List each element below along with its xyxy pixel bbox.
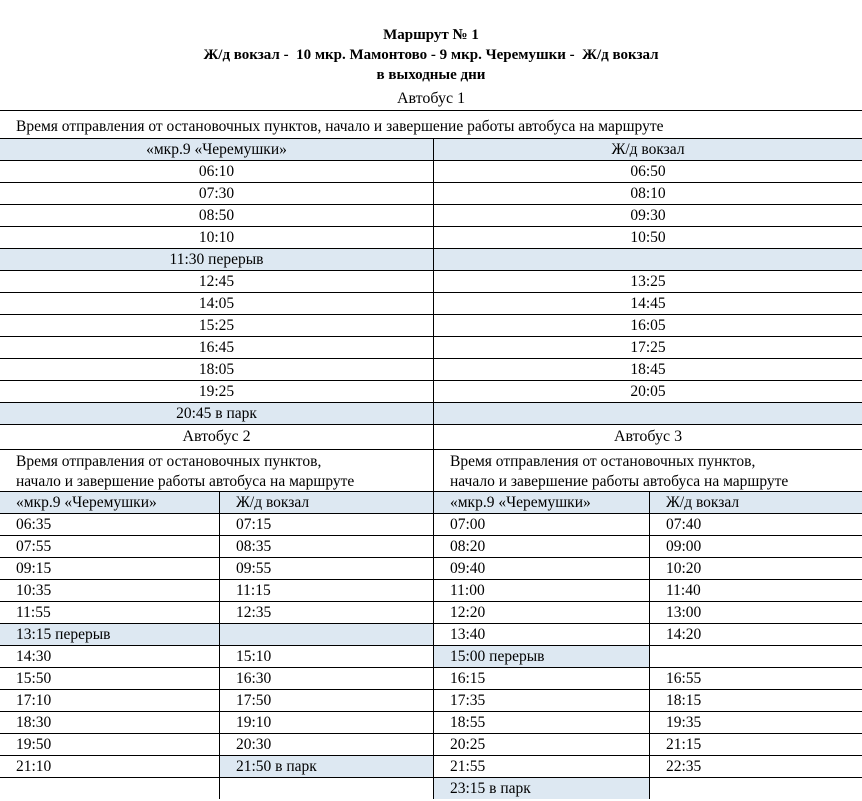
bus1-time-station: 09:30 (434, 204, 862, 226)
bus2-time-microdistrict: 07:55 (0, 535, 220, 557)
route-description: Ж/д вокзал - 10 мкр. Мамонтово - 9 мкр. Черемушки - Ж/д вокзал (203, 47, 659, 63)
bus3-caption-line: начало и завершение работы автобуса на маршруте (450, 473, 789, 490)
schedule-title-block (0, 25, 862, 85)
bus2-time-station: 08:35 (220, 535, 434, 557)
bus3-time-station: 11:40 (650, 579, 862, 601)
bus3-time-station: 22:35 (650, 755, 862, 777)
bus3-time-microdistrict: 18:55 (434, 711, 650, 733)
bus2-time-station: 07:15 (220, 513, 434, 535)
bus1-time-microdistrict: 07:30 (0, 182, 434, 204)
bus2-time-station (220, 777, 434, 799)
bus3-header-microdistrict: «мкр.9 «Черемушки» (434, 491, 650, 513)
bus3-time-microdistrict: 15:00 перерыв (434, 645, 650, 667)
bus3-header-station: Ж/д вокзал (650, 491, 862, 513)
bus3-time-microdistrict: 08:20 (434, 535, 650, 557)
bus2-time-microdistrict: 19:50 (0, 733, 220, 755)
schedule-table (0, 88, 862, 799)
bus1-header-station: Ж/д вокзал (434, 138, 862, 160)
bus1-time-microdistrict: 14:05 (0, 292, 434, 314)
bus3-time-station: 21:15 (650, 733, 862, 755)
bus1-time-station: 13:25 (434, 270, 862, 292)
bus1-time-station: 16:05 (434, 314, 862, 336)
bus2-time-microdistrict: 09:15 (0, 557, 220, 579)
bus2-time-station: 21:50 в парк (220, 755, 434, 777)
bus1-time-station: 08:10 (434, 182, 862, 204)
bus1-time-station: 18:45 (434, 358, 862, 380)
bus2-time-microdistrict: 18:30 (0, 711, 220, 733)
bus1-time-microdistrict: 19:25 (0, 380, 434, 402)
bus2-caption (0, 449, 434, 491)
bus1-time-station: 06:50 (434, 160, 862, 182)
bus3-time-station: 09:00 (650, 535, 862, 557)
bus2-time-station: 20:30 (220, 733, 434, 755)
bus1-header-microdistrict: «мкр.9 «Черемушки» (0, 138, 434, 160)
bus3-time-microdistrict: 12:20 (434, 601, 650, 623)
bus2-header-microdistrict: «мкр.9 «Черемушки» (0, 491, 220, 513)
bus1-time-microdistrict: 08:50 (0, 204, 434, 226)
bus1-title: Автобус 1 (396, 90, 466, 107)
bus2-time-microdistrict: 10:35 (0, 579, 220, 601)
bus2-time-microdistrict: 14:30 (0, 645, 220, 667)
bus3-time-microdistrict: 20:25 (434, 733, 650, 755)
bus3-time-microdistrict: 13:40 (434, 623, 650, 645)
bus2-time-microdistrict: 13:15 перерыв (0, 623, 220, 645)
bus1-time-station: 17:25 (434, 336, 862, 358)
bus1-time-station: 10:50 (434, 226, 862, 248)
bus2-time-station: 17:50 (220, 689, 434, 711)
bus1-time-microdistrict: 20:45 в парк (0, 402, 434, 424)
bus1-time-microdistrict: 15:25 (0, 314, 434, 336)
bus3-time-microdistrict: 11:00 (434, 579, 650, 601)
bus2-time-microdistrict (0, 777, 220, 799)
bus2-time-microdistrict: 15:50 (0, 667, 220, 689)
bus3-time-station (650, 645, 862, 667)
bus3-time-station: 14:20 (650, 623, 862, 645)
bus2-time-microdistrict: 17:10 (0, 689, 220, 711)
bus2-time-station: 19:10 (220, 711, 434, 733)
route-number-title: Маршрут № 1 (383, 27, 479, 43)
bus3-caption-line: Время отправления от остановочных пунктов, (450, 453, 756, 470)
bus3-time-microdistrict: 07:00 (434, 513, 650, 535)
bus2-time-microdistrict: 06:35 (0, 513, 220, 535)
bus3-caption (434, 449, 862, 491)
bus2-time-station: 16:30 (220, 667, 434, 689)
bus3-title: Автобус 3 (434, 424, 862, 449)
bus3-time-station: 16:55 (650, 667, 862, 689)
bus1-time-station (434, 248, 862, 270)
bus1-time-microdistrict: 06:10 (0, 160, 434, 182)
bus1-time-microdistrict: 16:45 (0, 336, 434, 358)
bus3-time-station: 10:20 (650, 557, 862, 579)
bus3-time-station: 13:00 (650, 601, 862, 623)
bus2-time-station: 09:55 (220, 557, 434, 579)
days-label: в выходные дни (376, 67, 486, 83)
bus2-time-microdistrict: 21:10 (0, 755, 220, 777)
bus2-time-station (220, 623, 434, 645)
bus1-time-station (434, 402, 862, 424)
bus3-time-microdistrict: 23:15 в парк (434, 777, 650, 799)
bus1-time-microdistrict: 12:45 (0, 270, 434, 292)
bus2-time-microdistrict: 11:55 (0, 601, 220, 623)
bus1-time-microdistrict: 10:10 (0, 226, 434, 248)
bus2-time-station: 15:10 (220, 645, 434, 667)
bus3-time-microdistrict: 21:55 (434, 755, 650, 777)
bus3-time-station: 07:40 (650, 513, 862, 535)
bus1-time-microdistrict: 18:05 (0, 358, 434, 380)
bus2-time-station: 12:35 (220, 601, 434, 623)
bus2-caption-line: начало и завершение работы автобуса на маршруте (16, 473, 355, 490)
bus3-time-station: 19:35 (650, 711, 862, 733)
bus1-time-station: 20:05 (434, 380, 862, 402)
bus2-time-station: 11:15 (220, 579, 434, 601)
bus3-time-station: 18:15 (650, 689, 862, 711)
bus3-time-microdistrict: 17:35 (434, 689, 650, 711)
bus3-time-microdistrict: 09:40 (434, 557, 650, 579)
bus2-caption-line: Время отправления от остановочных пунктов, (16, 453, 322, 470)
bus3-time-microdistrict: 16:15 (434, 667, 650, 689)
bus3-time-station (650, 777, 862, 799)
bus2-title: Автобус 2 (0, 424, 434, 449)
bus1-time-station: 14:45 (434, 292, 862, 314)
bus1-caption: Время отправления от остановочных пунктов, начало и завершение работы автобуса на маршруте (0, 110, 862, 138)
bus2-header-station: Ж/д вокзал (220, 491, 434, 513)
bus1-time-microdistrict: 11:30 перерыв (0, 248, 434, 270)
